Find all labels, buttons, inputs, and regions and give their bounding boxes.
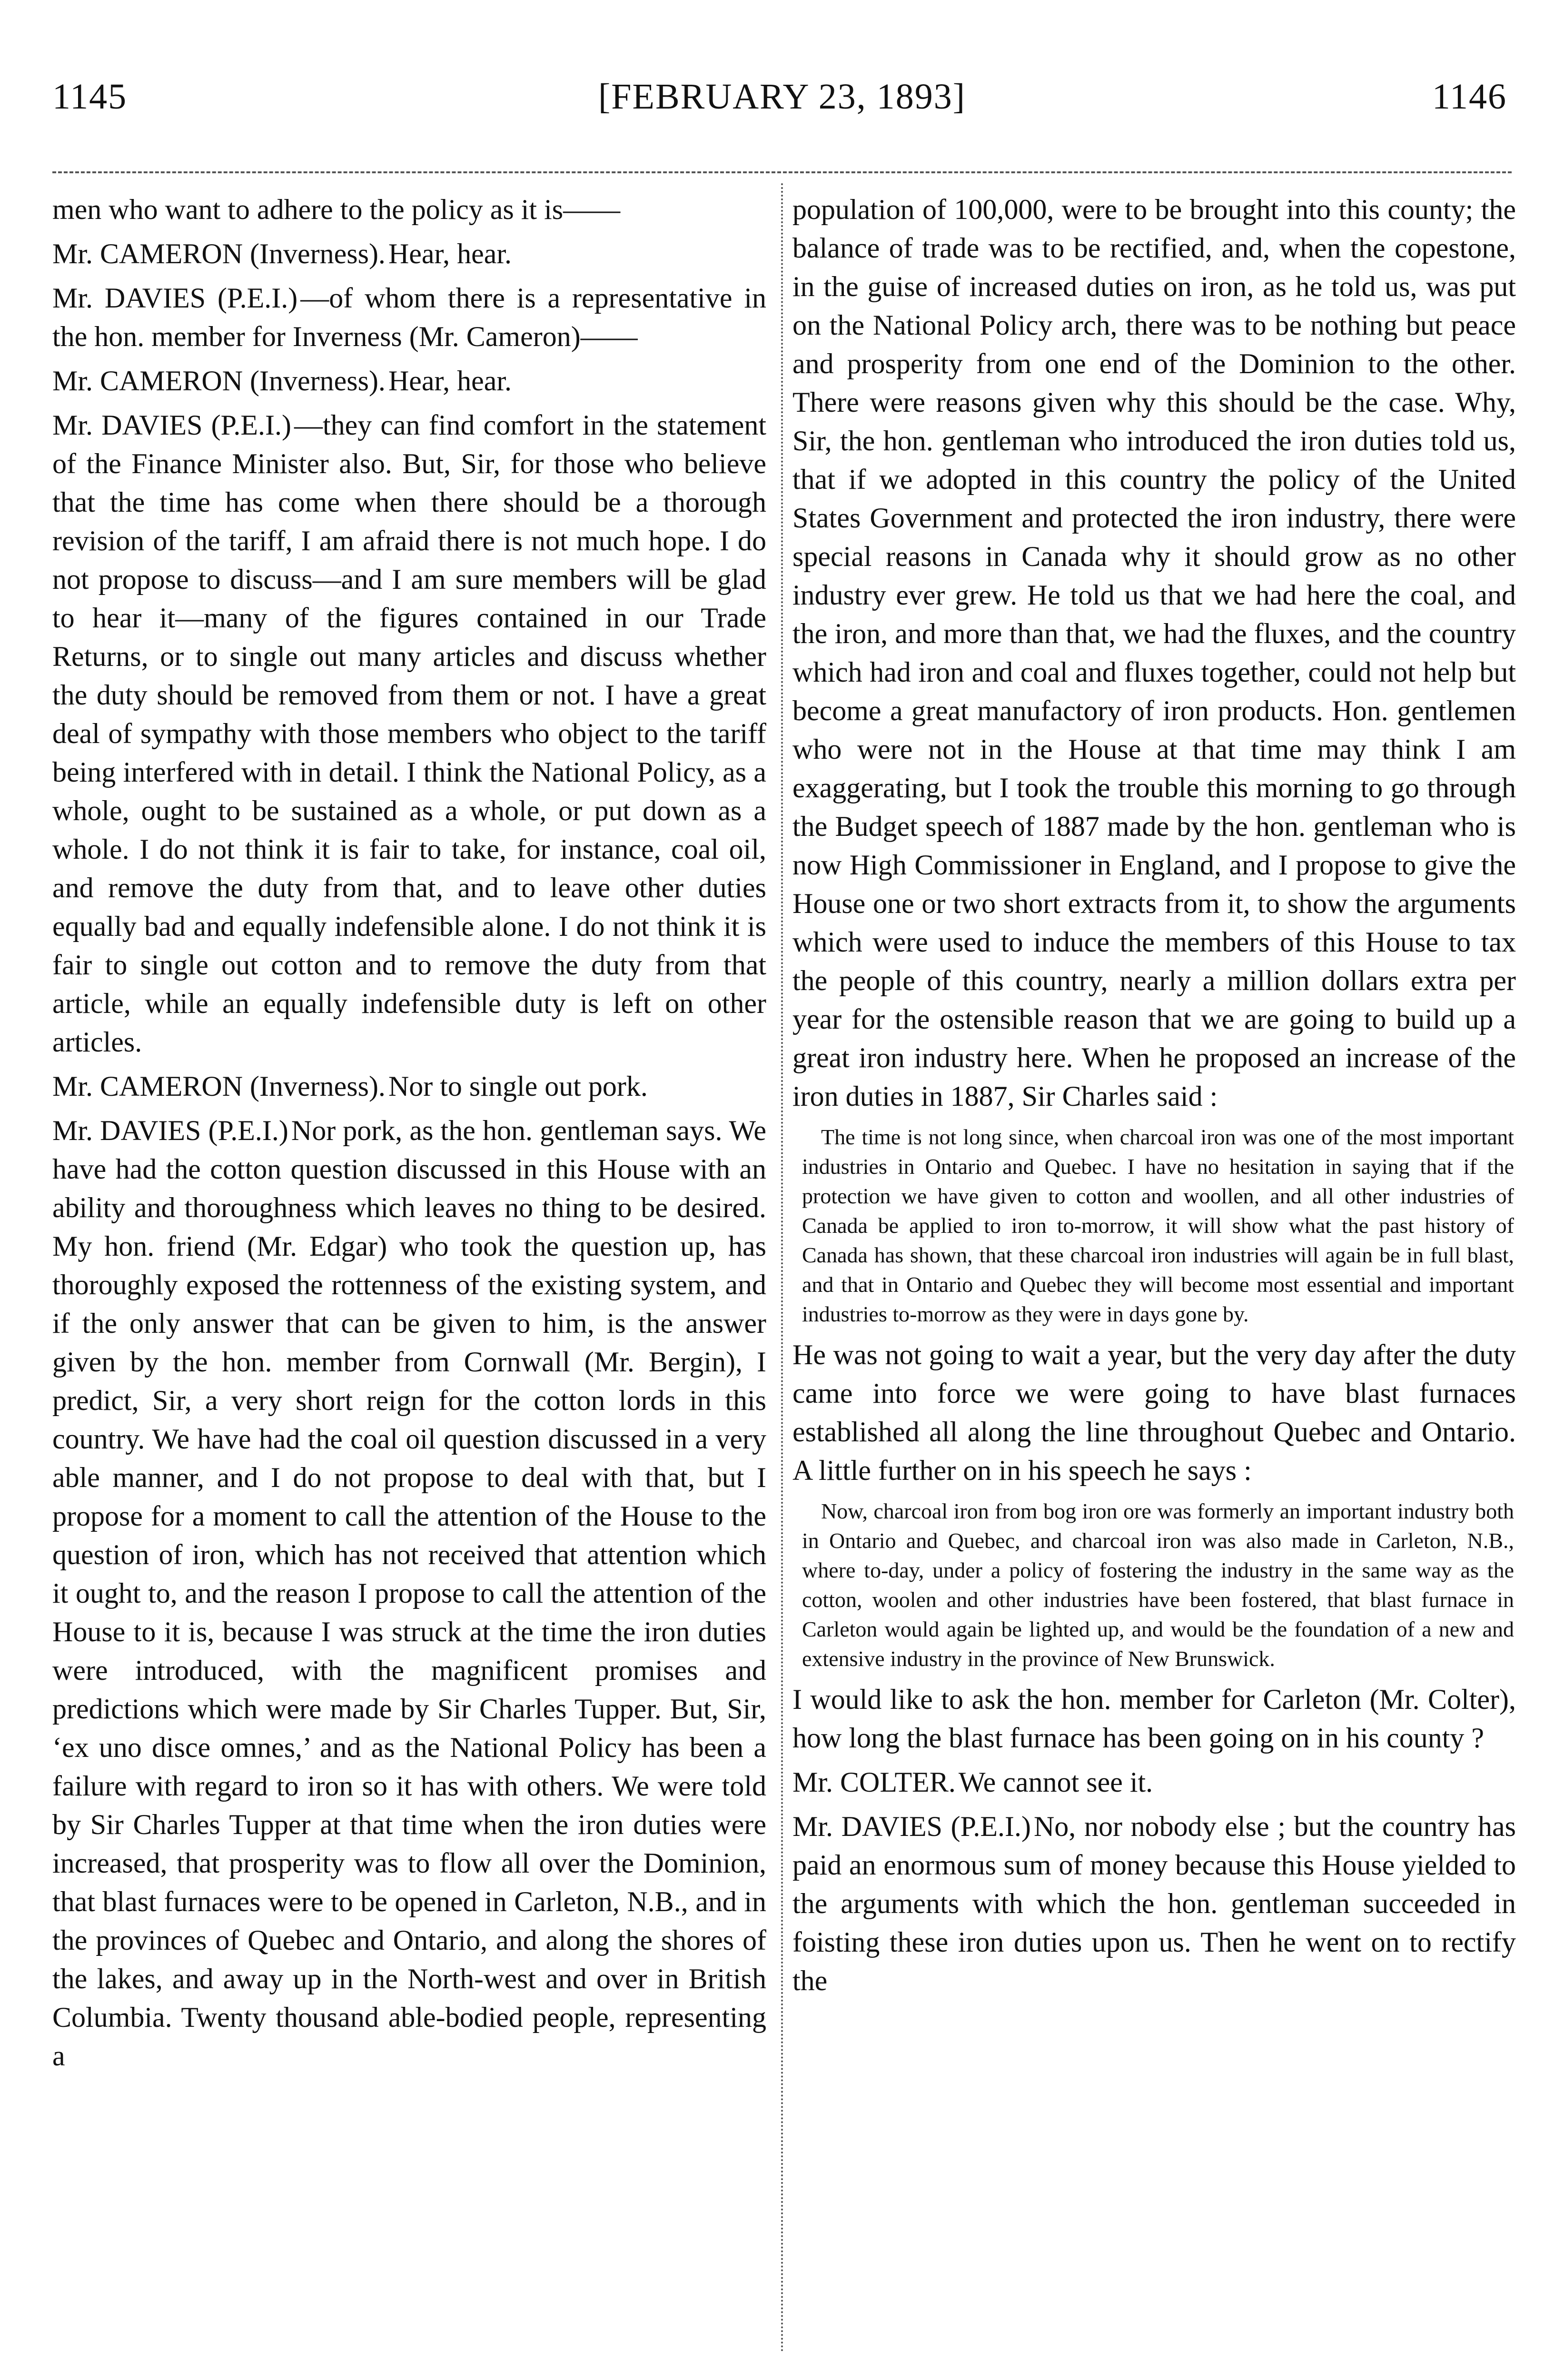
page-number-left: 1145 <box>52 77 128 117</box>
header-rule <box>52 171 1512 173</box>
speech-text: Hear, hear. <box>388 365 512 397</box>
speech-paragraph <box>792 1807 1516 2000</box>
speaker-name: Mr. DAVIES (P.E.I.) <box>792 1811 1031 1842</box>
speech-text: —they can find comfort in the statement of the Finance Minister also. But, Sir, for those who believe that the time has come when there should be a thorough revision of the tariff, I am afraid there is not much hope. I do not propose to discuss—and I am sure members will be glad to hear it—many of the figures contained in our Trade Returns, or to single out many articles and discuss whether the duty should be removed from them or not. I have a great deal of sympathy with those members who object to the tariff being interfered with in detail. I think the National Policy, as a whole, ought to be sustained as a whole, or put down as a whole. I do not think it is fair to take, for instance, coal oil, and remove the duty from that, and to leave other duties equally bad and equally indefensible alone. I do not think it is fair to single out cotton and to remove the duty from that article, while an equally indefensible duty is left on other articles. <box>52 409 766 1058</box>
column-divider <box>781 183 783 2354</box>
speech-text: Hear, hear. <box>388 238 512 269</box>
text-paragraph: men who want to adhere to the policy as it is—— <box>52 194 621 225</box>
speech-paragraph <box>792 1763 1516 1802</box>
speech-paragraph <box>52 279 766 356</box>
speaker-name: Mr. CAMERON (Inverness). <box>52 238 386 269</box>
speech-paragraph <box>52 406 766 1061</box>
speech-text: Nor to single out pork. <box>388 1071 648 1102</box>
speech-text: Nor pork, as the hon. gentleman says. We have had the cotton question discussed in this House with an ability and thoroughness which leaves no thing to be desired. My hon. friend (Mr. Edgar) who took the question up, has thoroughly exposed the rottenness of the existing system, and if the only answer that can be given to him, is the answer given by the hon. member from Cornwall (Mr. Bergin), I predict, Sir, a very short reign for the cotton lords in this country. We have had the coal oil question discussed in a very able manner, and I do not propose to deal with that, but I propose for a moment to call the attention of the House to the question of iron, which has not received that attention which it ought to, and the reason I propose to call the attention of the House to it is, because I was struck at the time the iron duties were introduced, with the magnificent promises and predictions which were made by Sir Charles Tupper. But, Sir, ‘ex uno disce omnes,’ and as the National Policy has been a failure with regard to iron so it has with others. We were told by Sir Charles Tupper at that time when the iron duties were increased, that prosperity was to flow all over the Dominion, that blast furnaces were to be opened in Carleton, N.B., and in the provinces of Quebec and Ontario, and along the shores of the lakes, and away up in the North-west and over in British Columbia. Twenty thousand able-bodied people, representing a <box>52 1115 766 2072</box>
quoted-extract: The time is not long since, when charcoal iron was one of the most important industries in Ontario and Quebec. I have no hesitation in saying that if the protection we have given to cotton and woollen, and all other industries of Canada be applied to iron to-morrow, it will show what the past history of Canada has shown, that these charcoal iron industries will again be in full blast, and that in Ontario and Quebec they will become most essential and important industries to-morrow as they were in days gone by. <box>802 1125 1514 1326</box>
speaker-name: Mr. CAMERON (Inverness). <box>52 1071 386 1102</box>
speaker-name: Mr. DAVIES (P.E.I.) <box>52 1115 288 1146</box>
left-column <box>52 190 766 2075</box>
text-paragraph: I would like to ask the hon. member for Carleton (Mr. Colter), how long the blast furnace has been going on in his county ? <box>792 1684 1516 1754</box>
speaker-name: Mr. DAVIES (P.E.I.) <box>52 282 298 314</box>
speech-paragraph <box>52 235 766 273</box>
speaker-name: Mr. COLTER. <box>792 1766 956 1798</box>
text-paragraph: He was not going to wait a year, but the very day after the duty came into force we were going to have blast furnaces established all along the line throughout Quebec and Ontario. A little further on in his speech he says : <box>792 1339 1516 1486</box>
speech-text: —of whom there is a representative in the hon. member for Inverness (Mr. Cameron)—— <box>52 282 766 352</box>
speech-paragraph <box>52 1067 766 1106</box>
speaker-name: Mr. CAMERON (Inverness). <box>52 365 386 397</box>
quoted-extract: Now, charcoal iron from bog iron ore was formerly an important industry both in Ontario and Quebec, and charcoal iron was also made in Carleton, N.B., where to-day, under a policy of fostering the industry in the same way as the cotton, woolen and other industries have been fostered, that blast furnace in Carleton would again be lighted up, and would be the foundation of a new and extensive industry in the province of New Brunswick. <box>802 1499 1514 1671</box>
speech-paragraph <box>52 1111 766 2075</box>
right-column <box>792 190 1516 2000</box>
page-header <box>38 76 1526 129</box>
speech-text: No, nor nobody else ; but the country has paid an enormous sum of money because this House yielded to the arguments with which the hon. gentleman succeeded in foisting these iron duties upon us. Then he went on to rectify the <box>792 1811 1516 1996</box>
page-date: [FEBRUARY 23, 1893] <box>598 77 966 117</box>
text-paragraph: population of 100,000, were to be brought into this county; the balance of trade was to be rectified, and, when the copestone, in the guise of increased duties on iron, as he told us, was put on the National Policy arch, there was to be nothing but peace and prosperity from one end of the Dominion to the other. There were reasons given why this should be the case. Why, Sir, the hon. gentleman who introduced the iron duties told us, that if we adopted in this country the policy of the United States Government and protected the iron industry, there were special reasons in Canada why it should grow as no other industry ever grew. He told us that we had here the coal, and the iron, and more than that, we had the fluxes, and the country which had iron and coal and fluxes together, could not help but become a great manufactory of iron products. Hon. gentlemen who were not in the House at that time may think I am exaggerating, but I took the trouble this morning to go through the Budget speech of 1887 made by the hon. gentleman who is now High Commissioner in England, and I propose to give the House one or two short extracts from it, to show the arguments which were used to induce the members of this House to tax the people of this country, nearly a million dollars extra per year for the ostensible reason that we are going to build up a great iron industry here. When he proposed an increase of the iron duties in 1887, Sir Charles said : <box>792 194 1516 1112</box>
speaker-name: Mr. DAVIES (P.E.I.) <box>52 409 291 441</box>
speech-text: We cannot see it. <box>958 1766 1153 1798</box>
page-number-right: 1146 <box>1432 77 1507 117</box>
speech-paragraph <box>52 362 766 400</box>
